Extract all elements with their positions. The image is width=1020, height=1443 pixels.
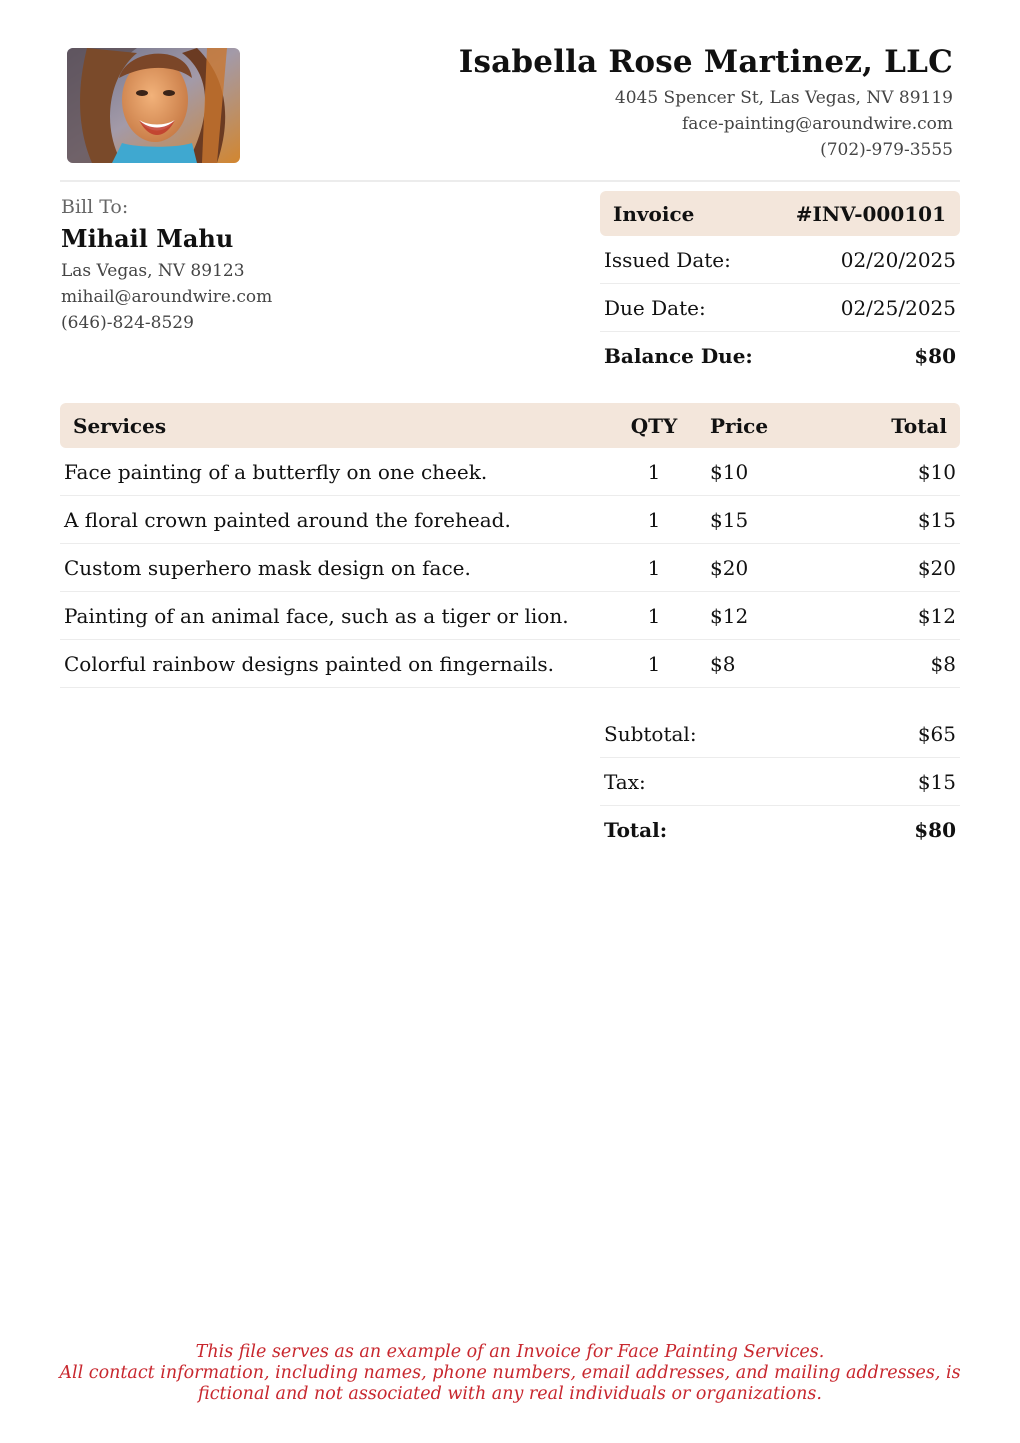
table-row	[60, 496, 960, 544]
row-service: Custom superhero mask design on face.	[64, 555, 471, 580]
invoice-label: Invoice	[613, 201, 695, 226]
table-header	[60, 403, 960, 448]
company-address: 4045 Spencer St, Las Vegas, NV 89119	[614, 88, 953, 108]
total-value: $80	[914, 817, 956, 842]
header-total: Total	[891, 413, 947, 438]
balance-due-label: Balance Due:	[604, 343, 753, 368]
table-row	[60, 640, 960, 688]
footer-disclaimer	[0, 1342, 1020, 1405]
row-qty: 1	[647, 603, 661, 628]
tax-row	[600, 758, 960, 806]
row-service: A floral crown painted around the forehead.	[64, 507, 511, 532]
subtotal-row	[600, 710, 960, 758]
invoice-number: #INV-000101	[795, 201, 946, 226]
row-qty: 1	[647, 555, 661, 580]
invoice-header	[600, 191, 960, 236]
bill-to-section	[61, 196, 272, 336]
company-email: face-painting@aroundwire.com	[682, 114, 953, 134]
header-services: Services	[73, 413, 167, 438]
row-qty: 1	[647, 651, 661, 676]
tax-label: Tax:	[604, 769, 646, 794]
balance-due-row	[600, 332, 960, 379]
client-email: mihail@aroundwire.com	[61, 287, 273, 307]
tax-value: $15	[917, 769, 956, 794]
services-table	[60, 403, 960, 688]
invoice-details	[600, 191, 960, 379]
company-phone: (702)-979-3555	[820, 140, 953, 160]
total-label: Total:	[604, 817, 668, 842]
due-date-row	[600, 284, 960, 332]
subtotal-value: $65	[917, 721, 956, 746]
due-date-label: Due Date:	[604, 295, 706, 320]
bill-to-label: Bill To:	[61, 196, 129, 218]
row-total: $15	[917, 507, 956, 532]
issued-date-label: Issued Date:	[604, 247, 731, 272]
footer-line-1: This file serves as an example of an Invoice for Face Painting Services.	[195, 1342, 825, 1362]
header-price: Price	[710, 413, 769, 438]
client-phone: (646)-824-8529	[61, 313, 194, 333]
row-price: $8	[710, 651, 736, 676]
subtotal-label: Subtotal:	[604, 721, 697, 746]
issued-date-value: 02/20/2025	[840, 247, 956, 272]
row-service: Face painting of a butterfly on one cheek.	[64, 459, 488, 484]
table-row	[60, 448, 960, 496]
row-price: $12	[710, 603, 749, 628]
client-name: Mihail Mahu	[61, 224, 234, 253]
row-service: Painting of an animal face, such as a tiger or lion.	[64, 603, 569, 628]
row-total: $8	[930, 651, 956, 676]
row-total: $20	[917, 555, 956, 580]
table-row	[60, 544, 960, 592]
row-price: $15	[710, 507, 749, 532]
row-qty: 1	[647, 507, 661, 532]
header-qty: QTY	[630, 413, 678, 438]
row-total: $12	[917, 603, 956, 628]
row-service: Colorful rainbow designs painted on fingernails.	[64, 651, 555, 676]
row-qty: 1	[647, 459, 661, 484]
row-price: $20	[710, 555, 749, 580]
client-address: Las Vegas, NV 89123	[61, 261, 245, 281]
company-logo-portrait	[67, 48, 240, 163]
total-row	[600, 806, 960, 853]
company-info	[459, 44, 953, 163]
table-row	[60, 592, 960, 640]
footer-line-2: All contact information, including names, phone numbers, email addresses, and mailing addresses, is	[59, 1363, 961, 1383]
header-divider	[60, 180, 960, 182]
due-date-value: 02/25/2025	[840, 295, 956, 320]
row-price: $10	[710, 459, 749, 484]
row-total: $10	[917, 459, 956, 484]
totals-section	[600, 710, 960, 853]
balance-due-value: $80	[914, 343, 956, 368]
issued-date-row	[600, 236, 960, 284]
footer-line-3: fictional and not associated with any real individuals or organizations.	[198, 1384, 822, 1404]
company-name: Isabella Rose Martinez, LLC	[458, 44, 953, 80]
